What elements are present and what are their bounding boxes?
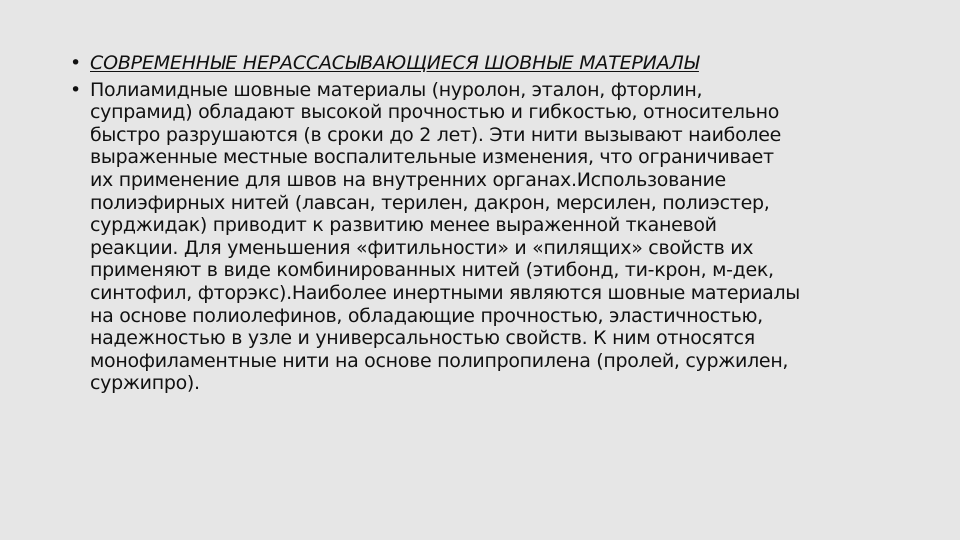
body-line: на основе полиолефинов, обладающие прочностью, эластичностью, (90, 304, 763, 327)
body-line: выраженные местные воспалительные изменения, что ограничивает (90, 146, 774, 169)
slide-content (70, 52, 900, 395)
body-line: полиэфирных нитей (лавсан, терилен, дакрон, мерсилен, полиэстер, (90, 191, 770, 214)
bullet-heading (70, 52, 900, 75)
body-line: сурджидак) приводит к развитию менее выраженной тканевой (90, 214, 717, 237)
bullet-icon: • (70, 78, 82, 101)
bullet-icon: • (70, 52, 82, 74)
body-line: супрамид) обладают высокой прочностью и гибкостью, относительно (90, 101, 780, 124)
body-line: реакции. Для уменьшения «фитильности» и «пилящих» свойств их (90, 236, 754, 259)
body-line: Полиамидные шовные материалы (нуролон, эталон, фторлин, (90, 78, 703, 101)
body-line: монофиламентные нити на основе полипропилена (пролей, суржилен, (90, 349, 789, 372)
body-line: синтофил, фторэкс).Наиболее инертными являются шовные материалы (90, 281, 801, 304)
body-line: их применение для швов на внутренних органах.Использование (90, 168, 726, 191)
body-line: применяют в виде комбинированных нитей (этибонд, ти-крон, м-дек, (90, 259, 774, 282)
bullet-body (70, 79, 900, 395)
body-line: суржипро). (90, 372, 200, 395)
slide-heading: СОВРЕМЕННЫЕ НЕРАССАСЫВАЮЩИЕСЯ ШОВНЫЕ МАТЕРИАЛЫ (90, 52, 699, 74)
body-line: надежностью в узле и универсальностью свойств. К ним относятся (90, 327, 755, 350)
body-line: быстро разрушаются (в сроки до 2 лет). Эти нити вызывают наиболее (90, 123, 782, 146)
